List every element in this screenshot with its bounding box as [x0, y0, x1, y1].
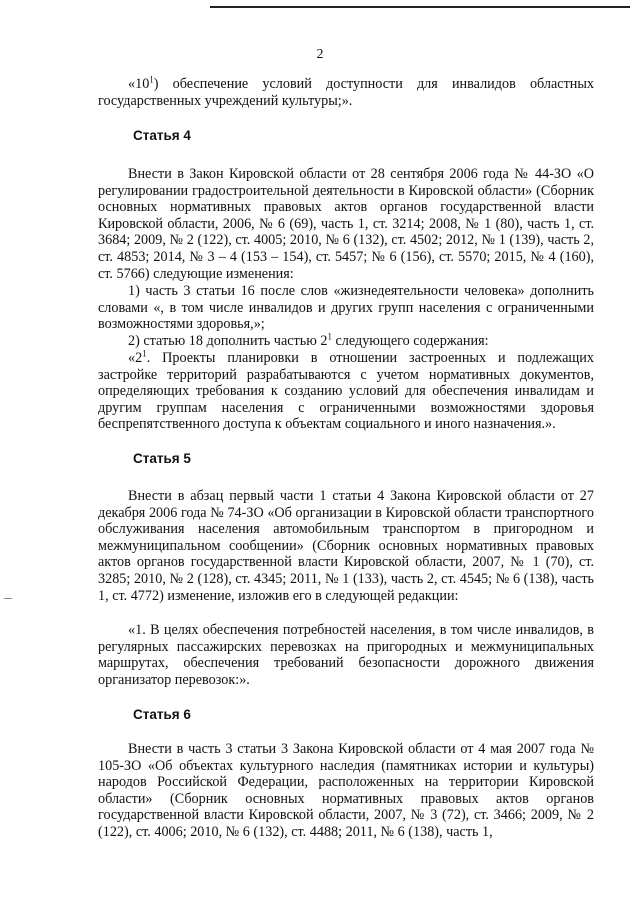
article-5-heading: Статья 5 — [133, 451, 191, 466]
intro-suffix: ) обеспечение условий доступности для инвалидов областных государственных учреждений культуры;». — [98, 76, 594, 109]
article-4-quote-superscript: 1 — [142, 348, 147, 359]
article-4-item-1: 1) часть 3 статьи 16 после слов «жизнедеятельности человека» дополнить словами «, в том числе инвалидов и других групп населения с ограниченными возможностями здоровья,»; — [98, 283, 594, 333]
article-6-intro: Внести в часть 3 статьи 3 Закона Кировской области от 4 мая 2007 года № 105-ЗО «Об объектах культурного наследия (памятниках истории и культуры) народов Российской Федерации, расположенных на территории Кировской области» (Сборник основных нормативных правовых актов органов государственной власти Кировской области, 2007, № 3 (72), ст. 3466; 2009, № 2 (122), ст. 4006; 2010, № 6 (132), ст. 4488; 2011, № 6 (138), часть 1, — [98, 741, 594, 840]
article-4-item-2-superscript: 1 — [327, 331, 332, 342]
article-5-intro: Внести в абзац первый части 1 статьи 4 Закона Кировской области от 27 декабря 2006 года № 74-ЗО «Об организации в Кировской области транспортного обслуживания населения автомобильным транспортом в пригородном и межмуниципальном сообщении» (Сборник основных нормативных правовых актов органов государственной власти Кировской области, 2007, № 1 (70), ст. 3285; 2010, № 2 (128), ст. 4345; 2011, № 1 (133), часть 2, ст. 4545; № 6 (138), часть 1, ст. 4772) изменение, изложив его в следующей редакции: — [98, 488, 594, 604]
article-4-quote — [98, 350, 594, 433]
article-4-item-2-suffix: следующего содержания: — [331, 333, 489, 349]
article-6-heading: Статья 6 — [133, 707, 191, 722]
article-4-heading: Статья 4 — [133, 128, 191, 143]
scan-top-edge-line — [210, 6, 630, 8]
intro-superscript: 1 — [149, 74, 154, 85]
intro-paragraph — [98, 76, 594, 109]
article-5-quote: «1. В целях обеспечения потребностей населения, в том числе инвалидов, в регулярных пассажирских перевозках на пригородных и межмуниципальных маршрутах, обеспечения требований безопасности дорожного движения организатор перевозок:». — [98, 622, 594, 688]
article-4-item-2-prefix: 2) статью 18 дополнить частью 2 — [128, 333, 328, 349]
intro-prefix: «10 — [128, 76, 150, 92]
page-number: 2 — [316, 47, 324, 62]
article-4-quote-text: . Проекты планировки в отношении застроенных и подлежащих застройке территорий разрабатываются с учетом нормативных документов, определяющих требования к созданию условий для обеспечения инвалидам и другим группам населения с ограниченными возможностями здоровья беспрепятственного доступа к объектам социального и иного назначения.». — [98, 350, 594, 433]
article-4-intro: Внести в Закон Кировской области от 28 сентября 2006 года № 44-ЗО «О регулировании градостроительной деятельности в Кировской области» (Сборник основных нормативных правовых актов органов государственной власти Кировской области, 2006, № 6 (69), часть 1, ст. 3214; 2008, № 1 (80), часть 1, ст. 3684; 2009, № 2 (122), ст. 4005; 2010, № 6 (132), ст. 4502; 2012, № 1 (139), часть 2, ст. 4853; 2014, № 3 – 4 (153 – 154), ст. 5457; № 6 (156), ст. 5570; 2015, № 4 (160), ст. 5766) следующие изменения: — [98, 166, 594, 282]
article-4-item-2 — [98, 333, 594, 350]
article-4-quote-prefix: «2 — [128, 350, 143, 366]
scan-margin-mark — [4, 598, 12, 599]
